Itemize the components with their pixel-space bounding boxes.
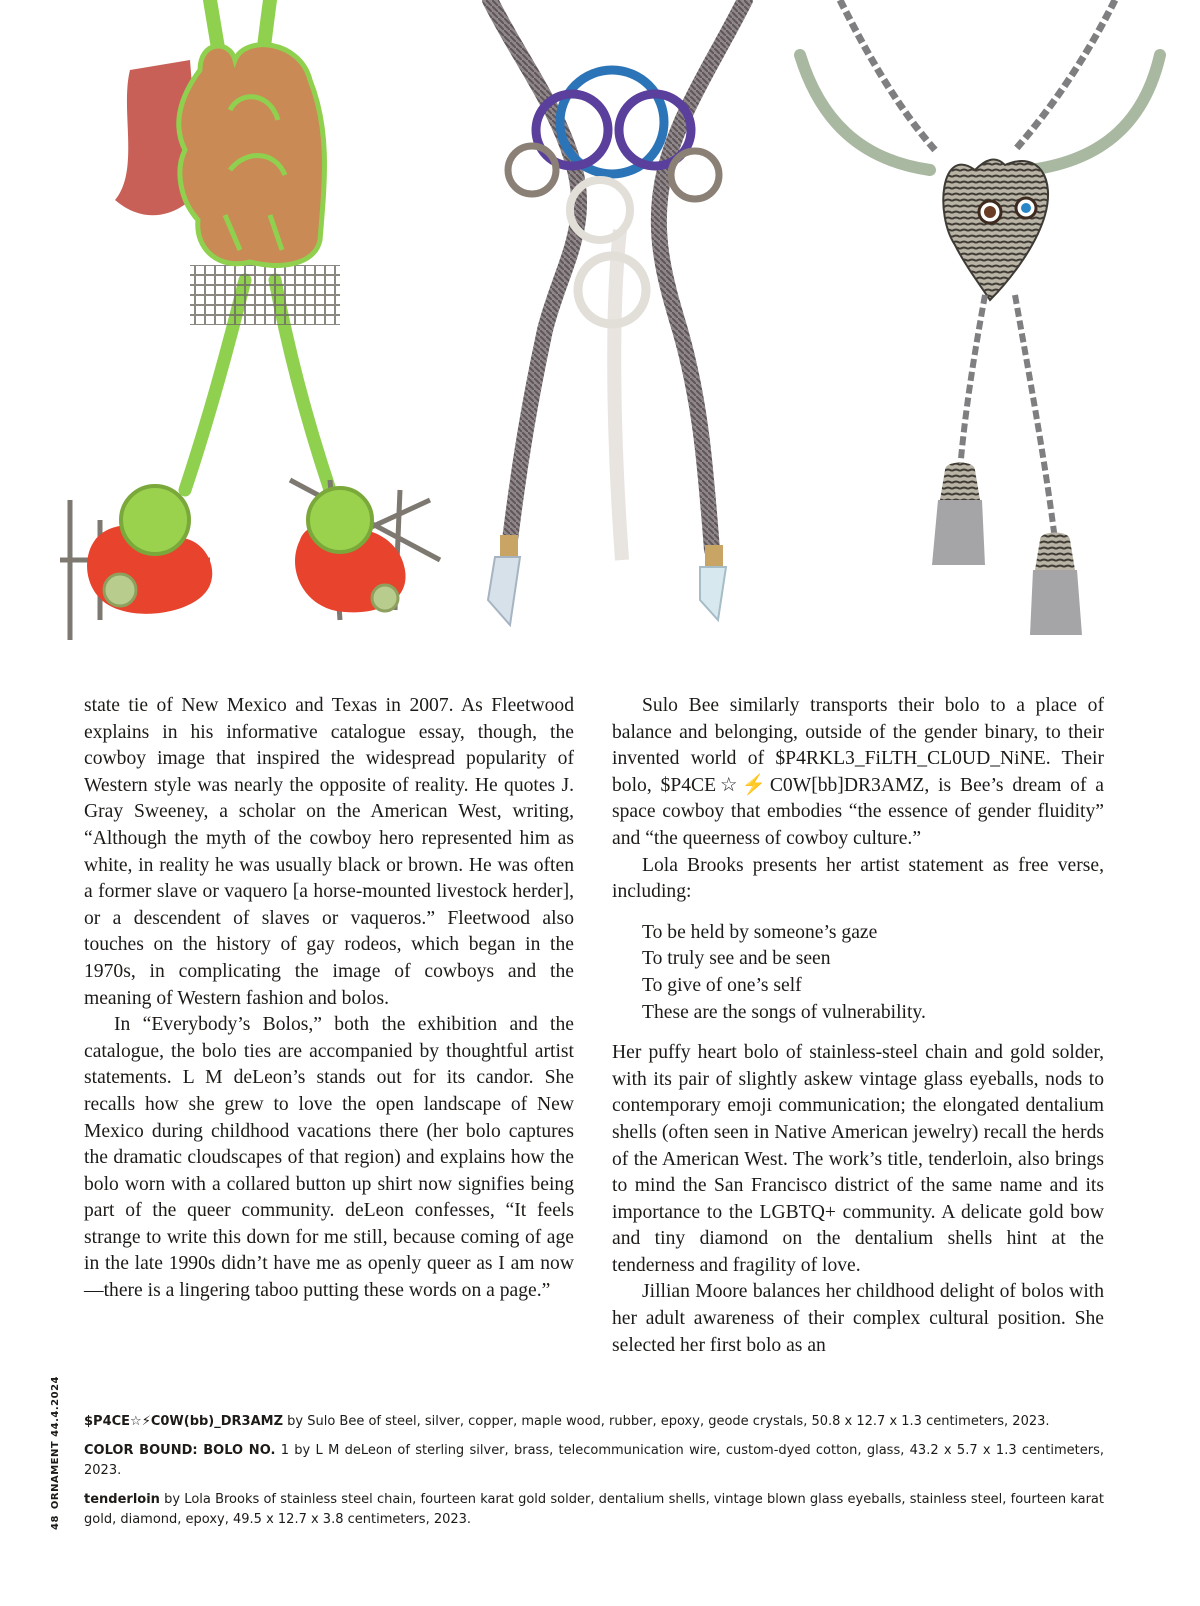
- caption: [84, 1441, 1104, 1481]
- page-folio: [50, 1376, 61, 1530]
- body-paragraph: Her puffy heart bolo of stainless-steel chain and gold solder, with its pair of slightly askew vintage glass eyeballs, nods to contemporary emoji communication; the elongated dentalium shells (often seen in Native American jewelry) recall the herds of the American West. The work’s title, tenderloin, also brings to mind the San Francisco district of the same name and its importance to the LGBTQ+ community. A delicate gold bow and tiny diamond on the dentalium shells hint at the tenderness and fragility of love.: [612, 1042, 1104, 1276]
- verse-line: To truly see and be seen: [642, 948, 831, 970]
- bolo-1-icon: [60, 0, 440, 640]
- caption: [84, 1490, 1104, 1530]
- caption-text: 1 by L M deLeon of sterling silver, brass, telecommunication wire, custom-dyed cotton, glass, 43.2 x 5.7 x 1.3 centimeters, 2023.: [84, 1443, 1105, 1478]
- body-paragraph: Jillian Moore balances her childhood delight of bolos with her adult awareness of their complex cultural position. She selected her first bolo as an: [612, 1281, 1104, 1356]
- body-paragraph: Lola Brooks presents her artist statement as free verse, including:: [612, 854, 1104, 903]
- jewelry-photograph: [0, 0, 1200, 665]
- body-column-left: [84, 693, 574, 1305]
- verse-line: These are the songs of vulnerability.: [642, 1001, 926, 1023]
- bolo-2-icon: [488, 0, 745, 625]
- verse-block: [642, 920, 1104, 1026]
- body-paragraph: In “Everybody’s Bolos,” both the exhibition and the catalogue, the bolo ties are accompanied by thoughtful artist statements. L M deLeon’s stands out for its candor. She recalls how she grew to love the open landscape of New Mexico during childhood vacations there (her bolo captures the dramatic cloudscapes of that region) and explains how the bolo worn with a collared button up shirt now signifies being part of the queer community. deLeon confesses, “It feels strange to write this down for me still, because coming of age in the late 1990s didn’t have me as openly queer as I am now—there is a lingering taboo putting these words on a page.”: [84, 1014, 574, 1302]
- jewelry-illustration: [0, 0, 1200, 665]
- caption-text: by Lola Brooks of stainless steel chain, fourteen karat gold solder, dentalium shells, vintage blown glass eyeballs, stainless steel, fourteen karat gold, diamond, epoxy, 49.5 x 12.7 x 3.8 centimeters, 2023.: [84, 1492, 1104, 1527]
- body-column-right: [612, 693, 1104, 1359]
- publication-name: ORNAMENT 44.4.2024: [50, 1376, 61, 1510]
- page-number: 48: [50, 1515, 61, 1530]
- verse-line: To be held by someone’s gaze: [642, 921, 878, 943]
- caption-text: by Sulo Bee of steel, silver, copper, maple wood, rubber, epoxy, geode crystals, 50.8 x 12.7 x 1.3 centimeters, 2023.: [283, 1414, 1050, 1429]
- body-paragraph: state tie of New Mexico and Texas in 2007. As Fleetwood explains in his informative catalogue essay, though, the cowboy image that inspired the widespread popularity of Western style was nearly the opposite of reality. He quotes J. Gray Sweeney, a scholar on the American West, writing, “Although the myth of the cowboy hero represented him as white, in reality he was usually black or brown. He was often a former slave or vaquero [a horse-mounted livestock herder], or a descendent of slaves or vaqueros.” Fleetwood also touches on the history of gay rodeos, which began in the 1970s, in complicating the image of cowboys and the meaning of Western fashion and bolos.: [84, 695, 574, 1009]
- caption-title: COLOR BOUND: BOLO NO.: [84, 1443, 276, 1458]
- caption-title: tenderloin: [84, 1492, 160, 1507]
- caption-title: $P4CE☆⚡C0W(bb)_DR3AMZ: [84, 1414, 284, 1429]
- bolo-3-icon: [800, 0, 1160, 635]
- body-paragraph: Sulo Bee similarly transports their bolo to a place of balance and belonging, outside of the gender binary, to their invented world of $P4RKL3_FiLTH_CL0UD_NiNE. Their bolo, $P4CE☆⚡C0W[bb]DR3AMZ, is Bee’s dream of a space cowboy that embodies “the essence of gender fluidity” and “the queerness of cowboy culture.”: [612, 695, 1104, 849]
- verse-line: To give of one’s self: [642, 974, 802, 996]
- photo-captions: [84, 1412, 1104, 1539]
- caption: [84, 1412, 1104, 1432]
